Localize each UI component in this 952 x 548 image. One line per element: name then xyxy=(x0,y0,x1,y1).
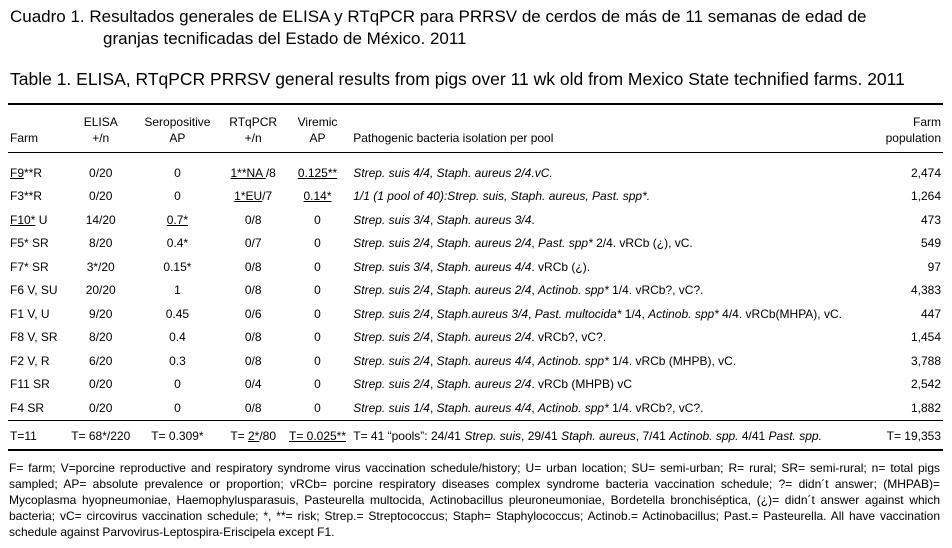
rtqpcr-cell: 0/7 xyxy=(244,236,262,251)
farm-cell: F4 SR xyxy=(10,400,45,415)
rtqpcr-cell: 0/4 xyxy=(244,377,262,392)
bacteria-cell: Strep. suis 2/4, Staph. aureus 2/4. vRCb?, vC?. xyxy=(353,330,607,345)
elisa-cell: 6/20 xyxy=(89,353,113,368)
seropositive-cell: 0.4* xyxy=(166,236,189,251)
population-cell: 447 xyxy=(920,306,941,321)
elisa-cell: 0/20 xyxy=(89,400,113,415)
rtqpcr-cell: 0/8 xyxy=(244,283,262,298)
population-cell: 3,788 xyxy=(910,353,941,368)
farm-cell: F9**R xyxy=(10,165,43,180)
farm-cell: F1 V, U xyxy=(10,306,50,321)
rtqpcr-cell: 0/8 xyxy=(244,400,262,415)
bacteria-cell: Strep. suis 2/4, Staph. aureus 2/4, Past. spp* 2/4. vRCb (¿), vC. xyxy=(353,236,693,251)
rtqpcr-cell: 0/6 xyxy=(244,306,262,321)
farm-cell: F3**R xyxy=(10,189,43,204)
table-row xyxy=(8,232,943,256)
population-cell: 2,542 xyxy=(910,377,941,392)
elisa-cell: 9/20 xyxy=(89,306,113,321)
rtqpcr-cell: 0/8 xyxy=(244,212,262,227)
bacteria-cell: Strep. suis 4/4, Staph. aureus 2/4.vC. xyxy=(353,165,553,180)
caption-english: Table 1. ELISA, RTqPCR PRRSV general results from pigs over 11 wk old from Mexico State technified farms. 2011 xyxy=(10,69,905,89)
seropositive-cell: 0 xyxy=(174,400,181,415)
totals-rtqpcr: T= 2*/80 xyxy=(230,428,277,443)
totals-elisa: T= 68*/220 xyxy=(71,428,131,443)
farm-cell: F2 V, R xyxy=(10,353,50,368)
bacteria-cell: 1/1 (1 pool of 40):Strep. suis, Staph. aureus, Past. spp*. xyxy=(353,189,651,204)
seropositive-cell: 0 xyxy=(174,189,181,204)
totals-population: T= 19,353 xyxy=(886,428,941,443)
header-viremic: Viremic AP xyxy=(297,115,338,145)
caption-spanish-line2: granjas tecnificadas del Estado de México. 2011 xyxy=(103,29,467,48)
bacteria-cell: Strep. suis 2/4, Staph. aureus 2/4, Actinob. spp* 1/4. vRCb?, vC?. xyxy=(353,283,704,298)
population-cell: 4,383 xyxy=(910,283,941,298)
bottom-rule-row xyxy=(8,450,943,451)
seropositive-cell: 0.7* xyxy=(166,212,189,227)
header-pathogenic: Pathogenic bacteria isolation per pool xyxy=(353,131,554,145)
elisa-cell: 0/20 xyxy=(89,377,113,392)
population-cell: 473 xyxy=(920,212,941,227)
table-row xyxy=(8,185,943,209)
caption-spanish-line1: Cuadro 1. Resultados generales de ELISA y RTqPCR para PRRSV de cerdos de más de 11 semanas de edad de xyxy=(10,7,867,26)
elisa-cell: 8/20 xyxy=(89,236,113,251)
bacteria-cell: Strep. suis 2/4, Staph.aureus 3/4, Past. multocida* 1/4, Actinob. spp* 4/4. vRCb(MHPA), vC. xyxy=(353,306,842,321)
farm-cell: F7* SR xyxy=(10,259,49,274)
rtqpcr-cell: 0/8 xyxy=(244,353,262,368)
viremic-cell: 0 xyxy=(314,330,321,345)
population-cell: 1,264 xyxy=(910,189,941,204)
farm-cell: F5* SR xyxy=(10,236,49,251)
table-body xyxy=(8,153,943,451)
bacteria-cell: Strep. suis 2/4, Staph. aureus 2/4. vRCb (MHPB) vC xyxy=(353,377,633,392)
table-row xyxy=(8,349,943,373)
elisa-cell: 14/20 xyxy=(85,212,116,227)
population-cell: 549 xyxy=(920,236,941,251)
seropositive-cell: 0.4 xyxy=(169,330,186,345)
caption-spanish xyxy=(10,6,866,50)
seropositive-cell: 0.45 xyxy=(165,306,190,321)
viremic-cell: 0 xyxy=(314,400,321,415)
viremic-cell: 0 xyxy=(314,259,321,274)
viremic-cell: 0 xyxy=(314,236,321,251)
farm-cell: F11 SR xyxy=(10,377,50,392)
footnotes: F= farm; V=porcine reproductive and respiratory syndrome virus vaccination schedule/history; U= urban location; SU= semi-urban; R= rural; SR= semi-rural; n= total pigs sampled; AP= absolute prevalence or proportion; vRCb= porcine respiratory diseases complex syndrome bacteria vaccination schedule; ?= didn´t answer; (MHPAB)= Mycoplasma hyopneumoniae, Haemophylusparasuis, Pasteurella multocida, Actinobacillus pleuroneumoniae, Bordetella bronchiséptica, (¿)= didn´t answer against which bacteria; vC= circovirus vaccination schedule; *, **= risk; Strep.= Streptococcus; Staph= Staphylococcus; Actinob.= Actinobacillus; Past.= Pasteurella. All have vaccination schedule against Parvovirus-Leptospira-Eriscipela except F1. xyxy=(9,461,940,539)
table-row xyxy=(8,302,943,326)
viremic-cell: 0 xyxy=(314,353,321,368)
population-cell: 1,882 xyxy=(910,400,941,415)
farm-cell: F8 V, SR xyxy=(10,330,58,345)
viremic-cell: 0.125** xyxy=(297,165,338,180)
bacteria-cell: Strep. suis 1/4, Staph. aureus 4/4, Actinob. spp* 1/4. vRCb?, vC?. xyxy=(353,400,704,415)
viremic-cell: 0 xyxy=(314,212,321,227)
header-elisa: ELISA +/n xyxy=(83,115,118,145)
seropositive-cell: 1 xyxy=(174,283,181,298)
totals-bacteria: T= 41 “pools”: 24/41 Strep. suis, 29/41 Staph. aureus, 7/41 Actinob. spp. 4/41 Past. spp. xyxy=(353,428,822,443)
viremic-cell: 0 xyxy=(314,283,321,298)
population-cell: 97 xyxy=(927,259,941,274)
table-row xyxy=(8,279,943,303)
totals-viremic: T= 0.025** xyxy=(288,428,347,443)
totals-row xyxy=(8,420,943,450)
viremic-cell: 0 xyxy=(314,377,321,392)
seropositive-cell: 0 xyxy=(174,165,181,180)
seropositive-cell: 0 xyxy=(174,377,181,392)
bacteria-cell: Strep. suis 3/4, Staph. aureus 3/4. xyxy=(353,212,535,227)
top-rule xyxy=(8,103,943,105)
table-row xyxy=(8,255,943,279)
results-table xyxy=(8,114,943,451)
elisa-cell: 8/20 xyxy=(89,330,113,345)
rtqpcr-cell: 0/8 xyxy=(244,330,262,345)
rtqpcr-cell: 0/8 xyxy=(244,259,262,274)
bacteria-cell: Strep. suis 2/4, Staph. aureus 4/4, Actinob. spp* 1/4. vRCb (MHPB), vC. xyxy=(353,353,737,368)
table-row xyxy=(8,396,943,420)
header-seropositive: Seropositive AP xyxy=(144,115,211,145)
rtqpcr-cell: 1*EU/7 xyxy=(234,189,273,204)
bacteria-cell: Strep. suis 3/4, Staph. aureus 4/4. vRCb (¿). xyxy=(353,259,591,274)
elisa-cell: 0/20 xyxy=(89,189,113,204)
totals-seropositive: T= 0.309* xyxy=(151,428,204,443)
table-row xyxy=(8,161,943,185)
population-cell: 1,454 xyxy=(910,330,941,345)
elisa-cell: 20/20 xyxy=(85,283,116,298)
population-cell: 2,474 xyxy=(910,165,941,180)
seropositive-cell: 0.15* xyxy=(163,259,192,274)
viremic-cell: 0 xyxy=(314,306,321,321)
rtqpcr-cell: 1**NA /8 xyxy=(230,165,276,180)
elisa-cell: 3*/20 xyxy=(86,259,115,274)
table-row xyxy=(8,208,943,232)
seropositive-cell: 0.3 xyxy=(169,353,186,368)
totals-farm: T=11 xyxy=(10,428,37,443)
elisa-cell: 0/20 xyxy=(89,165,113,180)
header-rtqpcr: RTqPCR +/n xyxy=(229,115,278,145)
header-farm: Farm xyxy=(10,131,38,145)
farm-cell: F6 V, SU xyxy=(10,283,58,298)
farm-cell: F10* U xyxy=(10,212,48,227)
viremic-cell: 0.14* xyxy=(303,189,332,204)
header-farm-population: Farm population xyxy=(885,115,941,145)
table-row xyxy=(8,326,943,350)
table-row xyxy=(8,373,943,397)
